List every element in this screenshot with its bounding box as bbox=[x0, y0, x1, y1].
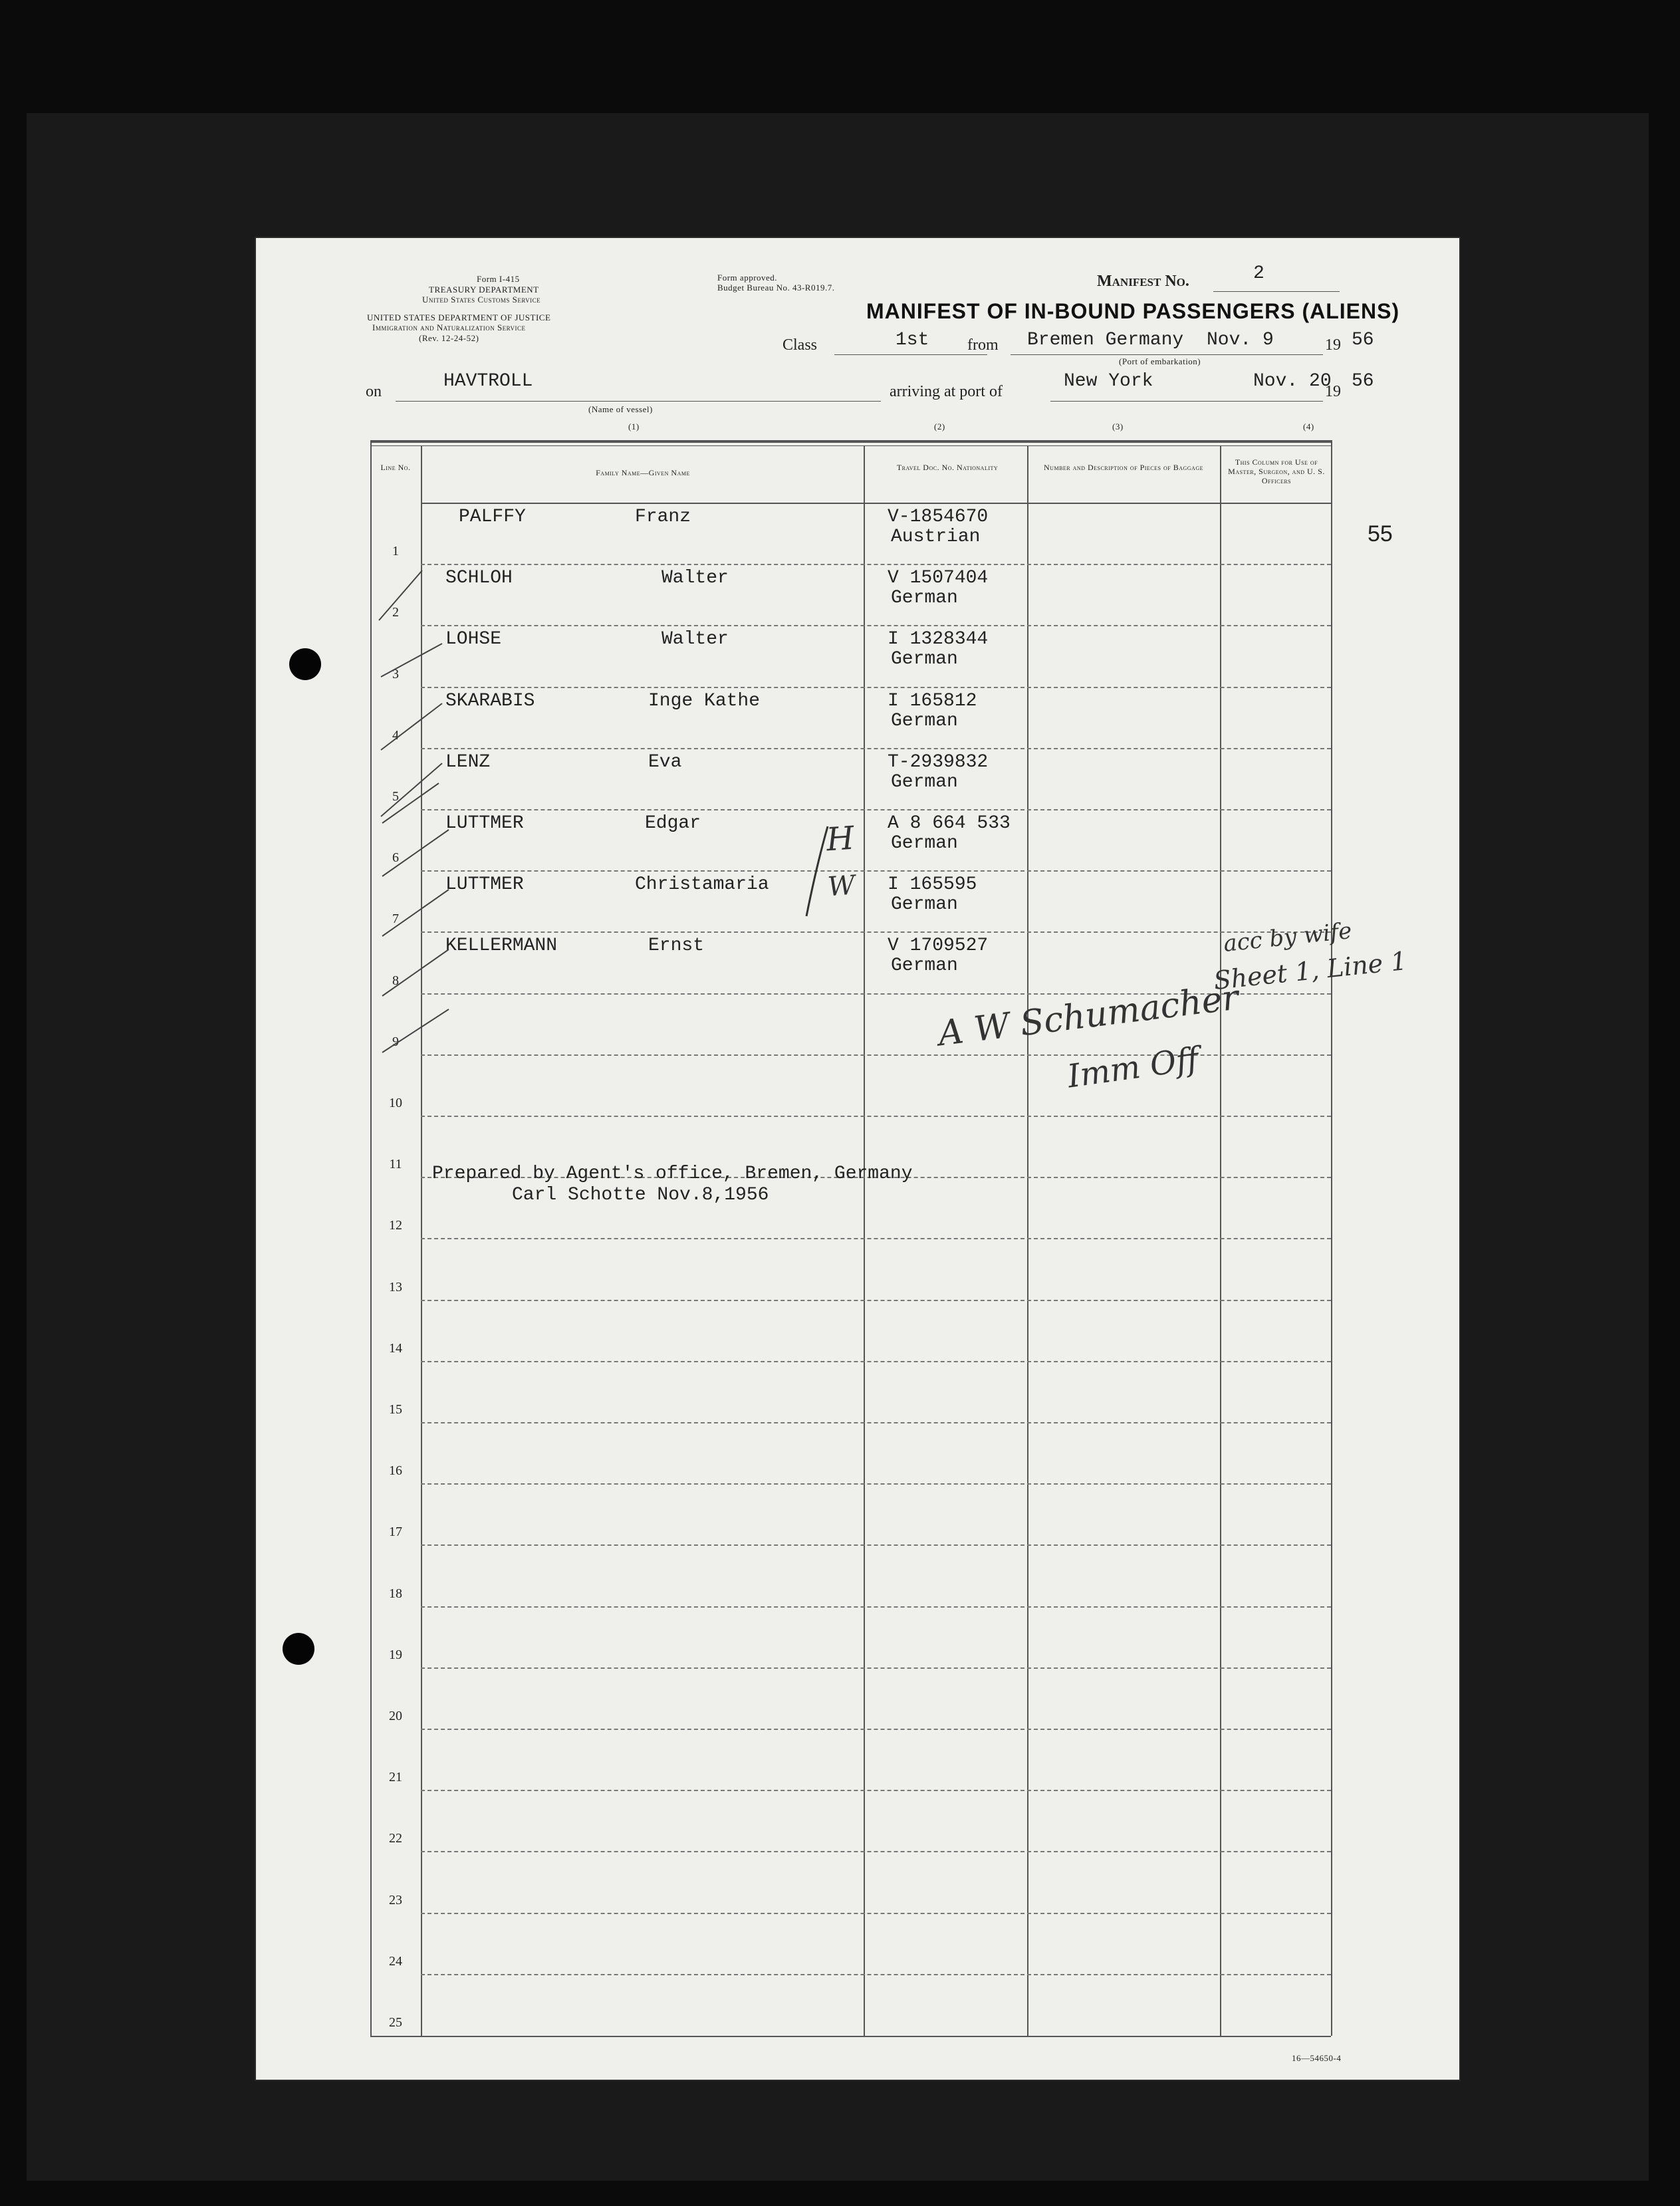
departure-year-prefix: 19 bbox=[1325, 336, 1341, 354]
dept-customs: United States Customs Service bbox=[422, 295, 541, 305]
handwritten-sheet-line: Sheet 1, Line 1 bbox=[1212, 945, 1409, 996]
given-name: Walter bbox=[661, 568, 729, 588]
arrival-year-prefix: 19 bbox=[1325, 383, 1341, 400]
budget-bureau: Budget Bureau No. 43-R019.7. bbox=[717, 283, 835, 293]
footer-code: 16—54650-4 bbox=[1292, 2053, 1342, 2063]
given-name: Edgar bbox=[645, 813, 701, 834]
family-name: LUTTMER bbox=[445, 874, 524, 895]
row-separator bbox=[421, 1116, 1331, 1117]
arriving-label: arriving at port of bbox=[890, 383, 1003, 400]
line-number: 16 bbox=[389, 1463, 402, 1478]
row-separator bbox=[421, 1361, 1331, 1362]
family-name: SKARABIS bbox=[445, 691, 535, 711]
nationality: German bbox=[891, 894, 958, 915]
row-separator bbox=[421, 687, 1331, 688]
line-number: 9 bbox=[392, 1035, 399, 1049]
class-value: 1st bbox=[896, 330, 929, 350]
given-name: Eva bbox=[648, 752, 682, 773]
row-separator bbox=[421, 870, 1331, 872]
travel-doc-number: I 1328344 bbox=[888, 629, 989, 650]
nationality: German bbox=[891, 955, 958, 976]
handwritten-check-marks bbox=[376, 531, 455, 1262]
family-name: LUTTMER bbox=[445, 813, 524, 834]
header-officers: This Column for Use of Master, Surgeon, and U. S. Officers bbox=[1228, 457, 1325, 485]
line-number: 3 bbox=[392, 667, 399, 681]
arrival-port: New York bbox=[1064, 371, 1153, 392]
page-title: MANIFEST OF IN-BOUND PASSENGERS (ALIENS) bbox=[866, 299, 1400, 323]
row-separator bbox=[421, 564, 1331, 565]
prepared-by-agent: Carl Schotte Nov.8,1956 bbox=[512, 1185, 769, 1205]
row-separator bbox=[421, 1544, 1331, 1546]
from-label: from bbox=[967, 336, 999, 354]
departure-date: Nov. 9 bbox=[1207, 330, 1274, 350]
line-number: 5 bbox=[392, 789, 399, 804]
line-number: 7 bbox=[392, 912, 399, 926]
family-name: LENZ bbox=[445, 752, 491, 773]
family-name: PALFFY bbox=[459, 507, 526, 527]
line-number: 6 bbox=[392, 850, 399, 865]
col-num-1: (1) bbox=[628, 422, 640, 431]
form-approved: Form approved. bbox=[717, 273, 778, 283]
dept-justice: UNITED STATES DEPARTMENT OF JUSTICE bbox=[367, 312, 551, 322]
vessel-name: HAVTROLL bbox=[443, 371, 533, 392]
form-number: Form I-415 bbox=[477, 274, 520, 284]
line-number: 12 bbox=[389, 1218, 402, 1233]
line-number: 4 bbox=[392, 728, 399, 743]
from-port: Bremen Germany bbox=[1027, 330, 1184, 350]
handwritten-signature: A W Schumacher bbox=[936, 977, 1241, 1054]
arrival-year: 56 bbox=[1352, 371, 1374, 392]
officer-mark: 55 bbox=[1368, 521, 1393, 547]
header-name: Family Name—Given Name bbox=[596, 468, 690, 477]
row-separator bbox=[421, 1913, 1331, 1914]
nationality: German bbox=[891, 711, 958, 731]
given-name: Ernst bbox=[648, 935, 705, 956]
nationality: German bbox=[891, 833, 958, 854]
handwritten-bracket bbox=[801, 823, 841, 923]
nationality: German bbox=[891, 649, 958, 670]
row-separator bbox=[421, 1483, 1331, 1485]
travel-doc-number: I 165595 bbox=[888, 874, 977, 895]
line-number: 19 bbox=[389, 1648, 402, 1662]
line-number: 10 bbox=[389, 1096, 402, 1110]
handwritten-h-mark: H bbox=[825, 819, 856, 859]
row-separator bbox=[421, 625, 1331, 626]
line-number: 14 bbox=[389, 1341, 402, 1356]
class-label: Class bbox=[782, 336, 818, 354]
row-separator bbox=[421, 1300, 1331, 1301]
given-name: Inge Kathe bbox=[648, 691, 761, 711]
line-number: 1 bbox=[392, 544, 399, 558]
on-label: on bbox=[366, 383, 382, 400]
manifest-page bbox=[256, 238, 1459, 2080]
travel-doc-number: T-2939832 bbox=[888, 752, 989, 773]
line-number: 17 bbox=[389, 1525, 402, 1539]
row-separator bbox=[421, 931, 1331, 933]
line-number: 8 bbox=[392, 973, 399, 988]
row-separator bbox=[421, 1606, 1331, 1608]
form-revision: (Rev. 12-24-52) bbox=[419, 333, 479, 343]
line-number: 25 bbox=[389, 2015, 402, 2030]
col-num-4: (4) bbox=[1303, 422, 1314, 431]
handwritten-w-mark: W bbox=[826, 870, 856, 903]
line-number: 18 bbox=[389, 1586, 402, 1601]
header-line-no: Line No. bbox=[380, 463, 411, 472]
header-baggage: Number and Description of Pieces of Baggage bbox=[1044, 463, 1203, 472]
punch-hole bbox=[283, 1633, 314, 1665]
row-separator bbox=[421, 1790, 1331, 1791]
manifest-no-value: 2 bbox=[1253, 263, 1264, 284]
col-num-3: (3) bbox=[1112, 422, 1124, 431]
family-name: LOHSE bbox=[445, 629, 502, 650]
departure-year: 56 bbox=[1352, 330, 1374, 350]
port-embarkation-label: (Port of embarkation) bbox=[1119, 356, 1201, 366]
dept-ins: Immigration and Naturalization Service bbox=[372, 322, 526, 332]
row-separator bbox=[421, 809, 1331, 810]
line-number: 11 bbox=[389, 1157, 402, 1171]
handwritten-imm-off: Imm Off bbox=[1065, 1040, 1201, 1096]
line-number: 21 bbox=[389, 1770, 402, 1784]
manifest-no-label: Manifest No. bbox=[1097, 273, 1189, 290]
nationality: Austrian bbox=[891, 527, 981, 547]
prepared-by-line: Prepared by Agent's office, Bremen, Germany bbox=[432, 1164, 913, 1184]
header-travel-doc: Travel Doc. No. Nationality bbox=[896, 463, 999, 472]
travel-doc-number: V 1507404 bbox=[888, 568, 989, 588]
family-name: KELLERMANN bbox=[445, 935, 558, 956]
given-name: Walter bbox=[661, 629, 729, 650]
line-number: 2 bbox=[392, 605, 399, 620]
line-number: 15 bbox=[389, 1402, 402, 1417]
vessel-name-label: (Name of vessel) bbox=[588, 404, 653, 414]
col-num-2: (2) bbox=[934, 422, 945, 431]
row-separator bbox=[421, 1667, 1331, 1669]
line-number: 22 bbox=[389, 1831, 402, 1846]
line-number: 13 bbox=[389, 1280, 402, 1294]
row-separator bbox=[421, 1729, 1331, 1730]
travel-doc-number: I 165812 bbox=[888, 691, 977, 711]
given-name: Franz bbox=[635, 507, 691, 527]
row-separator bbox=[421, 1851, 1331, 1852]
line-number: 20 bbox=[389, 1709, 402, 1723]
given-name: Christamaria bbox=[635, 874, 769, 895]
row-separator bbox=[421, 748, 1331, 749]
family-name: SCHLOH bbox=[445, 568, 513, 588]
arrival-date: Nov. 20 bbox=[1253, 371, 1332, 392]
punch-hole bbox=[289, 648, 321, 680]
travel-doc-number: V 1709527 bbox=[888, 935, 989, 956]
row-separator bbox=[421, 1974, 1331, 1975]
travel-doc-number: A 8 664 533 bbox=[888, 813, 1011, 834]
line-number: 23 bbox=[389, 1893, 402, 1907]
row-separator bbox=[421, 1422, 1331, 1423]
line-number: 24 bbox=[389, 1954, 402, 1969]
nationality: German bbox=[891, 772, 958, 793]
handwritten-acc-by-wife: acc by wife bbox=[1222, 917, 1354, 958]
nationality: German bbox=[891, 588, 958, 608]
dept-treasury: TREASURY DEPARTMENT bbox=[429, 285, 539, 295]
travel-doc-number: V-1854670 bbox=[888, 507, 989, 527]
row-separator bbox=[421, 1238, 1331, 1239]
